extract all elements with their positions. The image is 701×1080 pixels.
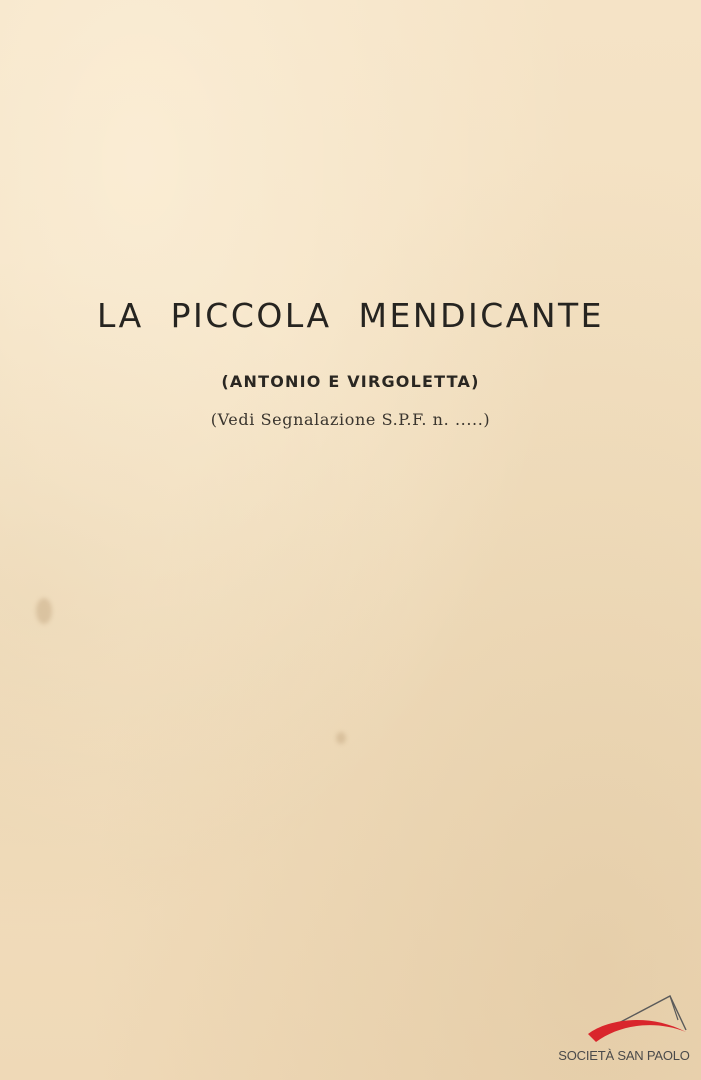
publisher-name: SOCIETÀ SAN PAOLO — [558, 1048, 690, 1063]
san-paolo-sword-logo-icon — [586, 990, 690, 1050]
publisher-logo — [552, 990, 692, 1070]
paper-stain — [336, 732, 346, 744]
document-subtitle: (ANTONIO E VIRGOLETTA) — [221, 372, 480, 391]
paper-stain — [36, 598, 52, 624]
document-note: (Vedi Segnalazione S.P.F. n. .....) — [210, 410, 491, 429]
document-title: LA PICCOLA MENDICANTE — [96, 296, 605, 335]
